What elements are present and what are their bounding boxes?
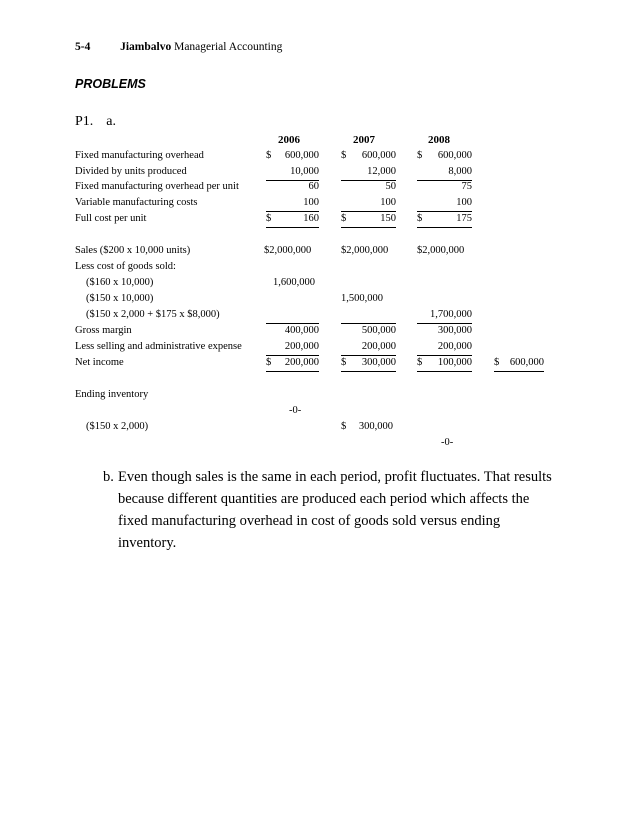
units-2008	[417, 166, 472, 181]
value: 60	[308, 181, 319, 192]
value: 500,000	[361, 325, 396, 336]
year-header-2006: 2006	[278, 134, 300, 146]
part-b-line-4: inventory.	[118, 535, 177, 551]
dollar-sign: $	[494, 357, 500, 368]
row-label-units: Divided by units produced	[75, 166, 187, 177]
value: 1,700,000	[430, 309, 472, 320]
cogs-underline-2006	[266, 309, 319, 324]
sales-2006: $2,000,000	[264, 245, 312, 256]
dollar-sign: $	[417, 213, 423, 224]
fixed-per-unit-2008	[417, 181, 472, 195]
units-2006	[266, 166, 319, 181]
full-cost-2006	[266, 213, 319, 228]
value: 400,000	[284, 325, 319, 336]
value: 300,000	[361, 357, 396, 368]
value: 300,000	[437, 325, 472, 336]
variable-2007	[341, 197, 396, 212]
value: 175	[456, 213, 472, 224]
value: 600,000	[361, 150, 396, 161]
value: 600,000	[509, 357, 544, 368]
row-label-gross-margin: Gross margin	[75, 325, 132, 336]
value: 160	[303, 213, 319, 224]
value: 600,000	[437, 150, 472, 161]
value: 8,000	[448, 166, 472, 177]
cogs-2006: 1,600,000	[273, 277, 315, 288]
value: 150	[380, 213, 396, 224]
fixed-moh-2008	[417, 150, 472, 164]
author-name: Jiambalvo	[120, 41, 172, 53]
net-income-2006	[266, 357, 319, 372]
gross-margin-2007	[341, 325, 396, 339]
sales-2008: $2,000,000	[417, 245, 465, 256]
part-b-line-3: fixed manufacturing overhead in cost of goods sold versus ending	[118, 513, 501, 529]
row-label-ending-inventory: Ending inventory	[75, 389, 149, 400]
dollar-sign: $	[341, 357, 347, 368]
sales-2007: $2,000,000	[341, 245, 389, 256]
chapter-number: 5-4	[75, 41, 91, 53]
variable-2006	[266, 197, 319, 212]
ending-inventory-2006: -0-	[289, 405, 302, 416]
row-label-ending-inv-calc: ($150 x 2,000)	[86, 421, 149, 432]
part-a-label: a.	[106, 114, 117, 129]
problem-heading	[75, 114, 116, 130]
section-title: PROBLEMS	[75, 77, 146, 91]
units-2007	[341, 166, 396, 181]
row-label-full-cost: Full cost per unit	[75, 213, 147, 224]
part-b-line-2: because different quantities are produced each period which affects the	[118, 491, 530, 507]
fixed-moh-2007	[341, 150, 396, 164]
book-title: Managerial Accounting	[174, 41, 283, 53]
dollar-sign: $	[266, 357, 272, 368]
net-income-total	[494, 357, 544, 372]
row-label-sales: Sales ($200 x 10,000 units)	[75, 245, 191, 256]
cogs-2007: 1,500,000	[341, 293, 383, 304]
value: 75	[461, 181, 472, 192]
value: 300,000	[358, 421, 393, 432]
year-header-2007: 2007	[353, 134, 375, 146]
full-cost-2008	[417, 213, 472, 228]
dollar-sign: $	[341, 421, 347, 432]
value: 12,000	[367, 166, 396, 177]
selling-admin-2006	[266, 341, 319, 356]
ending-inventory-2007	[341, 421, 393, 435]
value: 200,000	[361, 341, 396, 352]
value: 10,000	[290, 166, 319, 177]
value: 100,000	[437, 357, 472, 368]
selling-admin-2008	[417, 341, 472, 356]
part-b-label: b.	[103, 469, 114, 485]
gross-margin-2006	[266, 325, 319, 339]
page-header	[75, 41, 282, 53]
ending-inventory-2008: -0-	[441, 437, 454, 448]
value: 200,000	[284, 341, 319, 352]
fixed-moh-2006	[266, 150, 319, 164]
row-label-variable: Variable manufacturing costs	[75, 197, 198, 208]
dollar-sign: $	[266, 213, 272, 224]
value: 50	[385, 181, 396, 192]
row-label-fixed-moh: Fixed manufacturing overhead	[75, 150, 204, 161]
dollar-sign: $	[266, 150, 272, 161]
dollar-sign: $	[417, 150, 423, 161]
value: 100	[303, 197, 319, 208]
row-label-net-income: Net income	[75, 357, 124, 368]
problem-label: P1.	[75, 114, 94, 129]
variable-2008	[417, 197, 472, 212]
value: 600,000	[284, 150, 319, 161]
selling-admin-2007	[341, 341, 396, 356]
row-label-less-cogs: Less cost of goods sold:	[75, 261, 176, 272]
cogs-underline-2007	[341, 309, 396, 324]
dollar-sign: $	[417, 357, 423, 368]
fixed-per-unit-2007	[341, 181, 396, 195]
dollar-sign: $	[341, 213, 347, 224]
value: 200,000	[437, 341, 472, 352]
cogs-2008	[417, 309, 472, 324]
value: 100	[380, 197, 396, 208]
value: 100	[456, 197, 472, 208]
dollar-sign: $	[341, 150, 347, 161]
part-b-line-1: Even though sales is the same in each period, profit fluctuates. That results	[118, 469, 552, 485]
net-income-2007	[341, 357, 396, 372]
full-cost-2007	[341, 213, 396, 228]
row-label-cogs-2007: ($150 x 10,000)	[86, 293, 154, 304]
fixed-per-unit-2006	[266, 181, 319, 195]
row-label-cogs-2008: ($150 x 2,000 + $175 x $8,000)	[86, 309, 220, 320]
row-label-cogs-2006: ($160 x 10,000)	[86, 277, 154, 288]
year-header-2008: 2008	[428, 134, 450, 146]
gross-margin-2008	[417, 325, 472, 339]
row-label-fixed-per-unit: Fixed manufacturing overhead per unit	[75, 181, 239, 192]
value: 200,000	[284, 357, 319, 368]
net-income-2008	[417, 357, 472, 372]
row-label-selling-admin: Less selling and administrative expense	[75, 341, 242, 352]
